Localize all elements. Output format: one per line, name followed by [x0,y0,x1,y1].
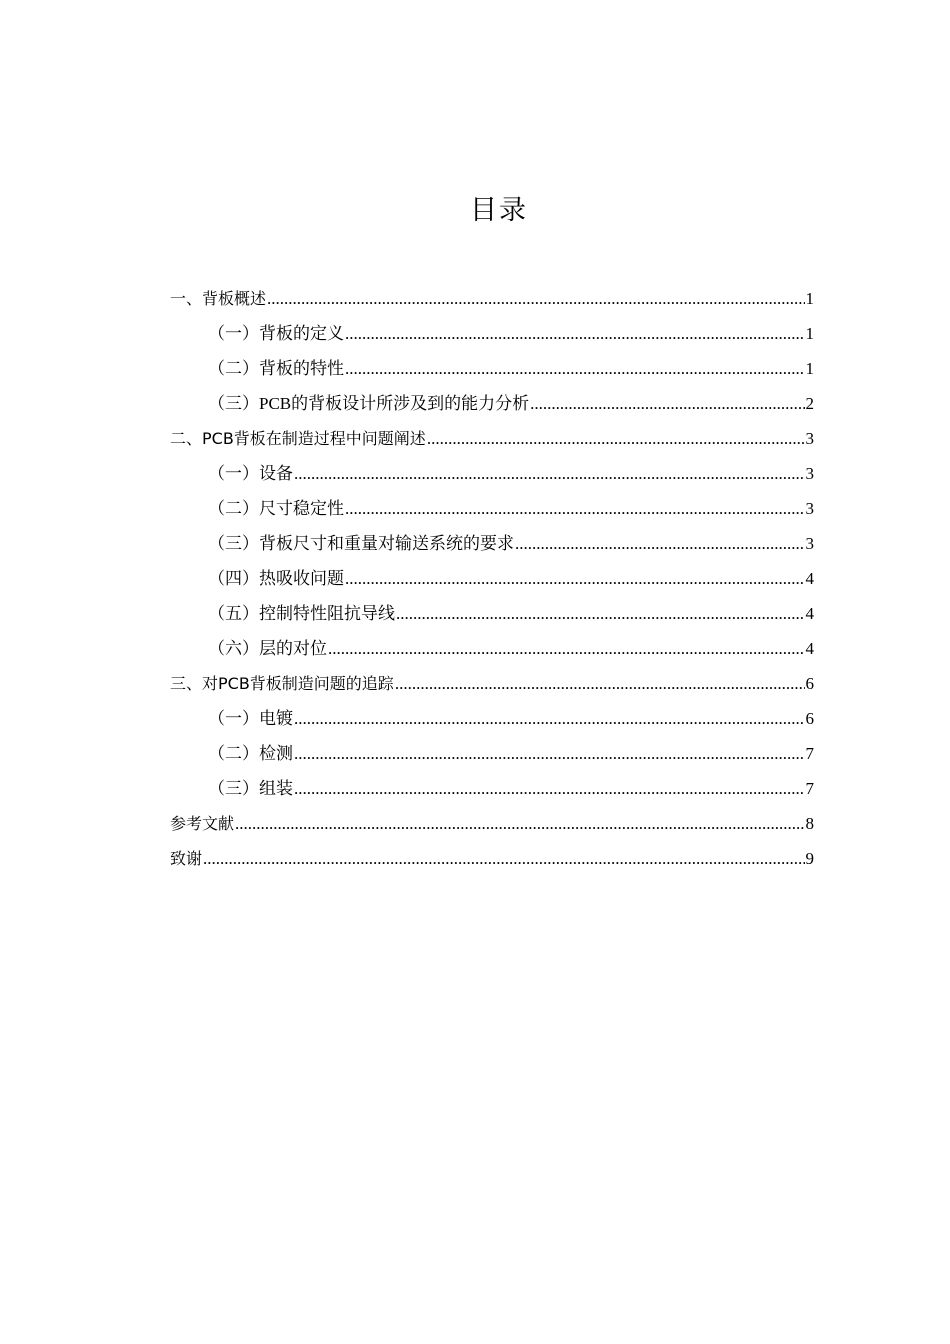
toc-entry[interactable] [170,664,814,699]
toc-entry-label: 三、对PCB背板制造问题的追踪 [170,674,394,693]
toc-entry-label: （四）热吸收问题 [208,569,344,588]
toc-entry-label: （五）控制特性阻抗导线 [208,604,395,623]
toc-entry[interactable] [170,594,814,629]
dot-leader [395,673,805,699]
toc-entry[interactable] [170,699,814,734]
dot-leader [515,533,805,559]
dot-leader [294,708,805,734]
dot-leader [294,463,805,489]
toc-entry[interactable] [170,559,814,594]
toc-entry-page: 7 [805,779,814,798]
toc-entry[interactable] [170,769,814,804]
toc-entry-page: 6 [805,674,814,693]
toc-entry[interactable] [170,734,814,769]
dot-leader [235,813,804,839]
toc-entry-page: 2 [805,394,814,413]
toc-entry-label: 参考文献 [170,814,235,833]
toc-entry-page: 6 [805,709,814,728]
toc-entry[interactable] [170,629,814,664]
toc-entry-label: （二）检测 [208,744,293,763]
dot-leader [396,603,805,629]
toc-entry[interactable] [170,279,814,314]
toc-entry-page: 3 [805,464,814,483]
dot-leader [328,638,805,664]
toc-entry-page: 4 [805,604,814,623]
toc-entry[interactable] [170,524,814,559]
toc-entry[interactable] [170,804,814,839]
toc-entry-page: 1 [805,289,814,308]
dot-leader [345,568,805,594]
toc-entry-label: 致谢 [170,849,203,868]
toc-entry[interactable] [170,384,814,419]
toc-entry-label: （一）电镀 [208,709,293,728]
toc-entry[interactable] [170,419,814,454]
toc-entry-page: 1 [805,324,814,343]
toc-entry[interactable] [170,839,814,874]
page-title: 目录 [470,195,528,226]
toc-entry-page: 7 [805,744,814,763]
toc-entry-label: （二）背板的特性 [208,359,344,378]
toc-entry-label: （六）层的对位 [208,639,327,658]
toc-entry-page: 4 [805,639,814,658]
toc-entry-page: 1 [805,359,814,378]
dot-leader [203,848,804,874]
toc-entry[interactable] [170,349,814,384]
dot-leader [345,498,805,524]
toc-entry-label: （一）设备 [208,464,293,483]
toc-entry-page: 8 [805,814,814,833]
dot-leader [294,778,805,804]
dot-leader [427,428,805,454]
toc-entry-label: （三）PCB的背板设计所涉及到的能力分析 [208,394,530,413]
toc-entry-label: （一）背板的定义 [208,324,344,343]
toc-entry[interactable] [170,454,814,489]
toc-entry-label: （三）背板尺寸和重量对输送系统的要求 [208,534,514,553]
toc-entry-page: 3 [805,429,814,448]
dot-leader [345,358,805,384]
toc-entry[interactable] [170,489,814,524]
toc-entry-page: 4 [805,569,814,588]
dot-leader [345,323,805,349]
dot-leader [267,288,804,314]
toc-entry-page: 3 [805,499,814,518]
toc-entry-label: 一、背板概述 [170,289,267,308]
toc-entry-page: 9 [805,849,814,868]
toc-entry-label: 二、PCB背板在制造过程中问题阐述 [170,429,426,448]
toc-entry-label: （二）尺寸稳定性 [208,499,344,518]
toc-entry[interactable] [170,314,814,349]
toc-entry-page: 3 [805,534,814,553]
dot-leader [530,393,804,419]
table-of-contents [170,279,814,874]
toc-entry-label: （三）组装 [208,779,293,798]
dot-leader [294,743,805,769]
